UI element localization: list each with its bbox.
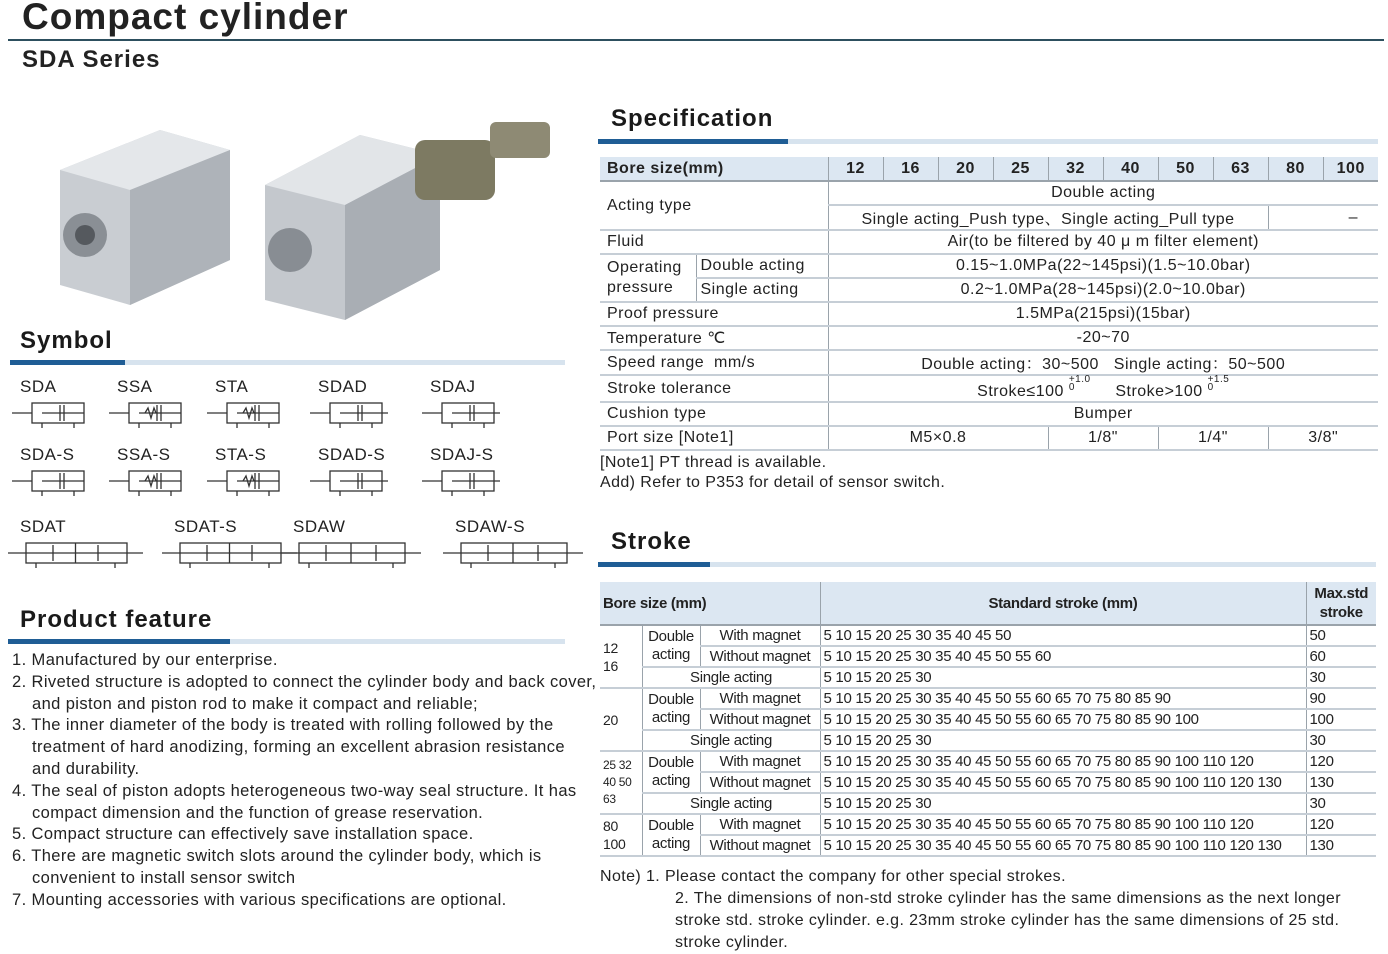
- with-magnet-label: With magnet: [700, 688, 820, 709]
- max-stroke: 100: [1306, 709, 1376, 730]
- with-magnet-label: With magnet: [700, 751, 820, 772]
- bore-cell: 80 100: [600, 814, 642, 856]
- symbol-item: [455, 517, 583, 569]
- cylinder-symbol-icon: [281, 539, 421, 569]
- double-acting-cell: Double acting: [642, 814, 700, 856]
- fluid-label: Fluid: [600, 230, 828, 254]
- max-stroke: 30: [1306, 667, 1376, 688]
- stroke-table: [600, 582, 1376, 857]
- feature-item: 6. There are magnetic switch slots around the cylinder body, which is convenient to install sensor switch: [12, 847, 542, 887]
- symbol-item: [117, 445, 187, 497]
- max-stroke: 120: [1306, 751, 1376, 772]
- stroke-row: [600, 751, 1376, 772]
- cushion-value: Bumper: [828, 402, 1378, 426]
- bore-size-label: Bore size(mm): [600, 157, 828, 181]
- stroke-values: 5 10 15 20 25 30 35 40 45 50 55 60 65 70 75 80 85 90 100 110 120 130: [820, 835, 1306, 856]
- single-acting-label: Single acting: [642, 730, 820, 751]
- symbol-item: [318, 445, 388, 497]
- max-stroke: 30: [1306, 730, 1376, 751]
- symbol-item: [215, 377, 285, 429]
- symbol-label: SDAT-S: [174, 517, 238, 536]
- acting-type-label: Acting type: [600, 181, 828, 230]
- without-magnet-label: Without magnet: [700, 709, 820, 730]
- port-size-value: M5×0.8: [828, 426, 1048, 450]
- stroke-values: 5 10 15 20 25 30: [820, 793, 1306, 814]
- stroke-heading: Stroke: [611, 528, 692, 555]
- symbol-label: SDA: [20, 377, 57, 396]
- fluid-value: Air(to be filtered by 40 μ m filter element): [828, 230, 1378, 254]
- spec-note-2: Add) Refer to P353 for detail of sensor switch.: [600, 474, 946, 491]
- single-acting-label: Single acting: [642, 667, 820, 688]
- port-size-value: 1/4": [1158, 426, 1268, 450]
- cylinder-symbol-icon: [8, 539, 143, 569]
- max-stroke: 130: [1306, 835, 1376, 856]
- stroke-note-2: 2. The dimensions of non-std stroke cylinder has the same dimensions as the next longer stroke std. stroke cylinder. e.g. 23mm stroke cylinder has the same dimensions of 25 std. stroke cylinder.: [675, 890, 1341, 951]
- stroke-note-1: Note) 1. Please contact the company for other special strokes.: [600, 868, 1066, 885]
- bore-cell: 20: [600, 688, 642, 751]
- product-photo: [40, 110, 565, 330]
- bore-cell: 25 32 40 50 63: [600, 751, 642, 814]
- stroke-tolerance-label: Stroke tolerance: [600, 375, 828, 402]
- stroke-values: 5 10 15 20 25 30 35 40 45 50 55 60 65 70 75 80 85 90: [820, 688, 1306, 709]
- feature-item: 7. Mounting accessories with various specifications are optional.: [12, 890, 507, 909]
- cylinder-symbol-icon: [422, 399, 500, 429]
- speed-range-value: Double acting：30~500 Single acting：50~500: [828, 350, 1378, 375]
- op-single-value: 0.2~1.0MPa(28~145psi)(2.0~10.0bar): [828, 278, 1378, 302]
- bore-size-header: Bore size (mm): [600, 582, 820, 625]
- stroke-values: 5 10 15 20 25 30 35 40 45 50 55 60 65 70 75 80 85 90 100 110 120: [820, 814, 1306, 835]
- symbol-label: SSA-S: [117, 445, 171, 464]
- bore-cell: 80: [1268, 157, 1323, 181]
- port-size-value: 1/8": [1048, 426, 1158, 450]
- specification-table: [600, 157, 1378, 451]
- stroke-row: [600, 709, 1376, 730]
- cylinder-symbol-icon: [12, 399, 90, 429]
- cylinder-symbol-icon: [207, 467, 285, 497]
- bore-cell: 63: [1213, 157, 1268, 181]
- cylinder-symbol-icon: [443, 539, 583, 569]
- max-stroke: 90: [1306, 688, 1376, 709]
- stroke-values: 5 10 15 20 25 30: [820, 730, 1306, 751]
- series-subtitle: SDA Series: [22, 46, 161, 73]
- double-acting-cell: Double acting: [642, 751, 700, 793]
- stroke-values: 5 10 15 20 25 30 35 40 45 50 55 60 65 70 75 80 85 90 100: [820, 709, 1306, 730]
- cylinder-symbol-icon: [109, 399, 187, 429]
- stroke-values: 5 10 15 20 25 30 35 40 45 50: [820, 625, 1306, 646]
- symbol-label: STA-S: [215, 445, 267, 464]
- stroke-row: [600, 730, 1376, 751]
- symbol-item: [174, 517, 297, 569]
- single-acting-label: Single acting: [642, 793, 820, 814]
- max-stroke: 30: [1306, 793, 1376, 814]
- stroke-row: [600, 835, 1376, 856]
- stroke-row: [600, 667, 1376, 688]
- stroke-values: 5 10 15 20 25 30: [820, 667, 1306, 688]
- symbol-item: [20, 445, 90, 497]
- op-single-label: Single acting: [696, 278, 828, 302]
- temperature-value: -20~70: [828, 326, 1378, 350]
- feature-list: [12, 650, 597, 912]
- bore-cell: 12: [828, 157, 883, 181]
- feature-item: 4. The seal of piston adopts heterogeneous two-way seal structure. It has compact dimension and the function of grease reservation.: [12, 781, 577, 822]
- tolerance-a: Stroke≤100: [977, 383, 1064, 400]
- symbol-item: [215, 445, 285, 497]
- stroke-values: 5 10 15 20 25 30 35 40 45 50 55 60 65 70 75 80 85 90 100 110 120: [820, 751, 1306, 772]
- cylinder-symbol-icon: [310, 399, 388, 429]
- stroke-row: [600, 688, 1376, 709]
- symbol-label: STA: [215, 377, 249, 396]
- cylinder-symbol-icon: [162, 539, 297, 569]
- feature-item: 5. Compact structure can effectively save installation space.: [12, 825, 474, 844]
- standard-stroke-header: Standard stroke (mm): [820, 582, 1306, 625]
- with-magnet-label: With magnet: [700, 625, 820, 646]
- bore-cell: 12 16: [600, 625, 642, 688]
- stroke-row: [600, 814, 1376, 835]
- stroke-row: [600, 625, 1376, 646]
- symbol-label: SDAT: [20, 517, 67, 536]
- bore-cell: 16: [883, 157, 938, 181]
- max-stroke: 120: [1306, 814, 1376, 835]
- bore-cell: 20: [938, 157, 993, 181]
- bore-cell: 40: [1103, 157, 1158, 181]
- temperature-label: Temperature ℃: [600, 326, 828, 350]
- stroke-tolerance-value: [828, 375, 1378, 402]
- tol-lower: 0: [1207, 382, 1214, 393]
- title-divider: [8, 39, 1384, 41]
- max-stroke: 130: [1306, 772, 1376, 793]
- bore-cell: 32: [1048, 157, 1103, 181]
- symbol-item: [20, 517, 143, 569]
- acting-single-large: –: [1268, 205, 1378, 230]
- product-feature-heading: Product feature: [20, 606, 213, 633]
- cylinder-symbol-icon: [310, 467, 388, 497]
- feature-item: 1. Manufactured by our enterprise.: [12, 651, 278, 669]
- cylinder-symbol-icon: [12, 467, 90, 497]
- stroke-row: [600, 646, 1376, 667]
- acting-double: Double acting: [828, 181, 1378, 205]
- acting-single: Single acting_Push type、Single acting_Pull type: [828, 205, 1268, 230]
- symbol-label: SSA: [117, 377, 153, 396]
- spec-note-1: [Note1] PT thread is available.: [600, 454, 827, 471]
- symbol-label: SDAD: [318, 377, 368, 396]
- page-title: Compact cylinder: [22, 0, 349, 37]
- symbol-item: [430, 377, 500, 429]
- tolerance-b: Stroke>100: [1115, 383, 1203, 400]
- without-magnet-label: Without magnet: [700, 835, 820, 856]
- stroke-values: 5 10 15 20 25 30 35 40 45 50 55 60 65 70 75 80 85 90 100 110 120 130: [820, 772, 1306, 793]
- bore-cell: 50: [1158, 157, 1213, 181]
- stroke-row: [600, 793, 1376, 814]
- with-magnet-label: With magnet: [700, 814, 820, 835]
- max-stroke: 50: [1306, 625, 1376, 646]
- cylinder-symbol-icon: [422, 467, 500, 497]
- max-stroke: 60: [1306, 646, 1376, 667]
- without-magnet-label: Without magnet: [700, 646, 820, 667]
- symbol-label: SDA-S: [20, 445, 75, 464]
- bore-cell: 25: [993, 157, 1048, 181]
- cylinder-symbol-icon: [207, 399, 285, 429]
- symbol-label: SDAJ-S: [430, 445, 494, 464]
- max-stroke-header: Max.std stroke: [1306, 582, 1376, 625]
- double-acting-cell: Double acting: [642, 688, 700, 730]
- tol-upper: +1.0: [1068, 374, 1091, 385]
- speed-range-label: Speed range mm/s: [600, 350, 828, 375]
- port-size-value: 3/8": [1268, 426, 1378, 450]
- port-size-label: Port size [Note1]: [600, 426, 828, 450]
- bore-cell: 100: [1323, 157, 1378, 181]
- stroke-values: 5 10 15 20 25 30 35 40 45 50 55 60: [820, 646, 1306, 667]
- symbol-item: [20, 377, 90, 429]
- double-acting-cell: Double acting: [642, 625, 700, 667]
- feature-item: 2. Riveted structure is adopted to connect the cylinder body and back cover, and piston and piston rod to make it compact and reliable;: [12, 672, 597, 713]
- proof-pressure-value: 1.5MPa(215psi)(15bar): [828, 302, 1378, 326]
- symbol-label: SDAW: [293, 517, 346, 536]
- tol-upper: +1.5: [1207, 374, 1230, 385]
- symbol-heading: Symbol: [20, 327, 113, 354]
- symbol-label: SDAD-S: [318, 445, 386, 464]
- symbol-item: [117, 377, 187, 429]
- bore-size-row: [600, 157, 1378, 181]
- operating-pressure-label: Operating pressure: [600, 254, 696, 302]
- stroke-row: [600, 772, 1376, 793]
- symbol-label: SDAJ: [430, 377, 476, 396]
- op-double-label: Double acting: [696, 254, 828, 278]
- cushion-label: Cushion type: [600, 402, 828, 426]
- op-double-value: 0.15~1.0MPa(22~145psi)(1.5~10.0bar): [828, 254, 1378, 278]
- tol-lower: 0: [1068, 382, 1075, 393]
- without-magnet-label: Without magnet: [700, 772, 820, 793]
- proof-pressure-label: Proof pressure: [600, 302, 828, 326]
- cylinder-symbol-icon: [109, 467, 187, 497]
- symbol-item: [293, 517, 421, 569]
- feature-item: 3. The inner diameter of the body is treated with rolling followed by the treatment of hard anodizing, forming an excellent abrasion resistance and durability.: [12, 716, 565, 778]
- symbol-label: SDAW-S: [455, 517, 526, 536]
- symbol-item: [430, 445, 500, 497]
- specification-heading: Specification: [611, 105, 774, 132]
- symbol-item: [318, 377, 388, 429]
